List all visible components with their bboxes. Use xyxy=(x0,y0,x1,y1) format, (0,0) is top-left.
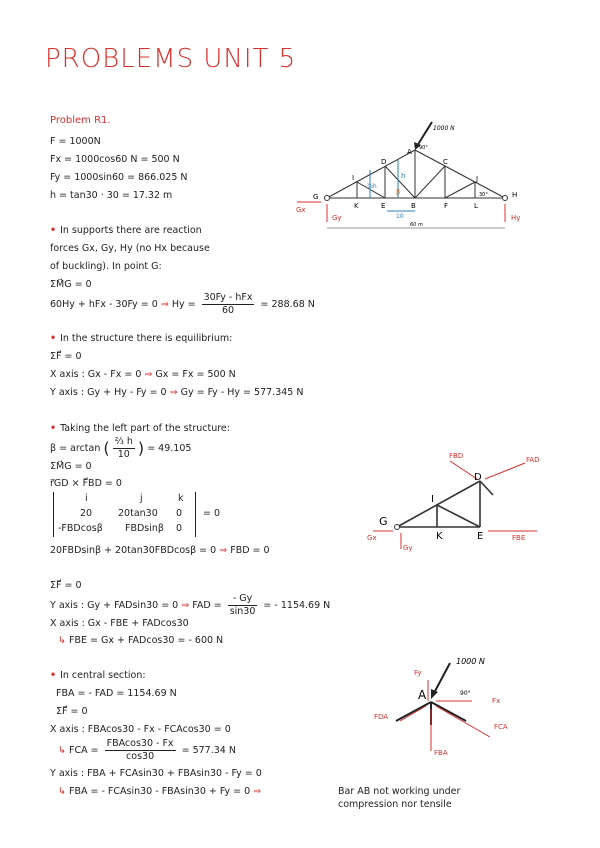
implies-arrow: ⇒ xyxy=(219,545,228,556)
supports-eq-2 xyxy=(50,292,315,317)
truss-load-label: 1000 N xyxy=(433,125,455,132)
bullet: • xyxy=(50,423,57,434)
fx-label-diagram: Fx xyxy=(492,697,501,705)
fca-result: = 577.34 N xyxy=(181,745,236,756)
node-b: B xyxy=(411,202,416,210)
truss-diagram xyxy=(295,120,535,235)
note-line-2: compression nor tensile xyxy=(338,799,452,810)
left-y-eq xyxy=(50,593,330,618)
matrix-r2b: 20tan30 xyxy=(118,508,158,519)
span-label: 60 m xyxy=(410,222,423,228)
beta-eq: β = arctan ( $\frac{\text{⅔ h}}{10}$ ) = 49.105 xyxy=(50,436,192,460)
node-load-label: 1000 N xyxy=(456,657,485,666)
cross-product-eq: r⃗GD × F⃗BD = 0 xyxy=(50,478,122,489)
gy-label-fbd: Gy xyxy=(403,544,413,552)
fad-label: FAD = xyxy=(192,600,222,611)
implies-arrow: ⇒ xyxy=(144,369,153,380)
fad-fraction xyxy=(228,593,258,618)
fbd-eq xyxy=(50,545,270,557)
node-g-fbd: G xyxy=(379,515,388,528)
fca-fraction xyxy=(105,738,176,763)
matrix-eq: = 0 xyxy=(203,508,221,519)
node-a-label: A xyxy=(418,688,427,702)
matrix-j: j xyxy=(140,493,143,504)
supports-eq-1: ΣM⃗G = 0 xyxy=(50,279,92,290)
hy-fraction xyxy=(202,292,255,317)
x-axis-eq: X axis : Gx - Fx = 0 xyxy=(50,369,142,380)
two-thirds-h-label: ⅔h xyxy=(367,183,377,190)
left-part-line: Taking the left part of the structure: xyxy=(60,423,230,434)
fca-denominator: cos30 xyxy=(126,751,155,762)
result-arrow: ↳ xyxy=(58,635,66,646)
gx-label: Gx xyxy=(296,206,306,214)
gy-result: Gy = Fy - Hy = 577.345 N xyxy=(180,387,304,398)
hy-numerator: 30Fy - hFx xyxy=(203,292,253,303)
implies-arrow: ⇒ xyxy=(181,600,190,611)
beta-label: β = arctan xyxy=(50,443,101,454)
given-fy: Fy = 1000sin60 = 866.025 N xyxy=(50,172,188,183)
given-f: F = 1000N xyxy=(50,136,101,147)
left-fbd-diagram xyxy=(365,445,550,560)
beta-denominator: 10 xyxy=(117,449,130,460)
node-d-fbd: D xyxy=(474,472,482,483)
supports-text-2: forces Gx, Gy, Hy (no Hx because xyxy=(50,243,210,254)
node-g: G xyxy=(313,193,319,201)
matrix-r3a: -FBDcosβ xyxy=(58,523,103,534)
central-text xyxy=(50,670,146,682)
hy-label-diagram: Hy xyxy=(511,214,521,222)
fba-eq xyxy=(58,786,261,798)
matrix-left-bar xyxy=(53,492,54,537)
central-y-eq: Y axis : FBA + FCAsin30 + FBAsin30 - Fy = 0 xyxy=(50,768,262,779)
note-line-1: Bar AB not working under xyxy=(338,786,461,797)
gx-result: Gx = Fx = 500 N xyxy=(155,369,236,380)
fbe-equation: FBE = Gx + FADcos30 = - 600 N xyxy=(69,635,224,646)
page-title: PROBLEMS UNIT 5 xyxy=(45,44,297,74)
fca-eq xyxy=(58,738,236,763)
matrix-r2a: 20 xyxy=(80,508,93,519)
matrix-r2c: 0 xyxy=(176,508,183,519)
matrix-right-bar xyxy=(195,492,196,537)
hy-denominator: 60 xyxy=(221,305,235,316)
central-x-eq: X axis : FBAcos30 - Fx - FCAcos30 = 0 xyxy=(50,724,231,735)
truss-angle-30: 30° xyxy=(479,192,488,198)
height-label: h xyxy=(401,172,406,180)
implies-arrow: ⇒ xyxy=(160,299,169,310)
left-moment-eq: ΣM⃗G = 0 xyxy=(50,461,92,472)
node-j: J xyxy=(476,175,479,183)
fbd-label: FBD xyxy=(449,452,464,460)
left-y-axis: Y axis : Gy + FADsin30 = 0 xyxy=(50,600,179,611)
bullet: • xyxy=(50,225,57,236)
bullet: • xyxy=(50,333,57,344)
node-i: I xyxy=(352,174,355,182)
result-arrow: ↳ xyxy=(58,786,66,797)
matrix-k: k xyxy=(178,493,184,504)
given-fx: Fx = 1000cos60 N = 500 N xyxy=(50,154,180,165)
y-axis-eq: Y axis : Gy + Hy - Fy = 0 xyxy=(50,387,167,398)
node-c: C xyxy=(443,158,448,166)
node-a-fbd-diagram xyxy=(368,655,528,765)
matrix-r3c: 0 xyxy=(176,523,183,534)
fbd-result: FBD = 0 xyxy=(230,545,270,556)
gx-label-fbd: Gx xyxy=(367,534,377,542)
node-k: K xyxy=(354,202,359,210)
node-l: L xyxy=(474,202,478,210)
fad-denominator: sin30 xyxy=(229,606,256,617)
beta-angle-label: β xyxy=(396,188,401,196)
node-angle-90: 90° xyxy=(460,690,471,697)
fca-numerator: FBAcos30 - Fx xyxy=(106,738,174,749)
result-arrow: ↳ xyxy=(58,745,66,756)
node-a: A xyxy=(407,148,412,156)
force-sum-eq: ΣF⃗ = 0 xyxy=(50,580,82,591)
fda-label-diagram: FDA xyxy=(374,713,389,721)
supports-text-1 xyxy=(50,225,202,237)
bullet: • xyxy=(50,670,57,681)
node-e: E xyxy=(381,202,386,210)
fba-label-diagram: FBA xyxy=(434,749,448,757)
implies-arrow: ⇒ xyxy=(169,387,178,398)
fad-numerator: - Gy xyxy=(228,593,258,606)
supports-line: In supports there are reaction xyxy=(60,225,202,236)
node-e-fbd: E xyxy=(477,531,484,542)
problem-label: Problem R1. xyxy=(50,115,111,126)
equilibrium-eq: ΣF⃗ = 0 xyxy=(50,351,82,362)
equilibrium-line: In the structure there is equilibrium: xyxy=(60,333,233,344)
fad-result: = - 1154.69 N xyxy=(263,600,331,611)
matrix-r3b: FBDsinβ xyxy=(125,523,164,534)
fy-label-diagram: Fy xyxy=(414,669,422,677)
implies-arrow: ⇒ xyxy=(253,786,262,797)
node-i-fbd: I xyxy=(431,494,434,505)
truss-angle-90: 90° xyxy=(419,145,428,151)
equilibrium-x xyxy=(50,369,236,381)
fbe-label-diagram: FBE xyxy=(512,534,526,542)
central-line: In central section: xyxy=(60,670,146,681)
beta-result: = 49.105 xyxy=(147,443,192,454)
fca-label-diagram: FCA xyxy=(494,723,508,731)
supports-text-3: of buckling). In point G: xyxy=(50,261,162,272)
central-eq-2: ΣF⃗ = 0 xyxy=(56,706,88,717)
matrix-i: i xyxy=(85,493,88,504)
node-f: F xyxy=(444,202,449,210)
node-h: H xyxy=(512,191,518,199)
gy-label: Gy xyxy=(332,214,342,222)
fba-equation: FBA = - FCAsin30 - FBAsin30 + Fy = 0 xyxy=(69,786,251,797)
left-x-eq: X axis : Gx - FBE + FADcos30 xyxy=(50,618,189,629)
equilibrium-y xyxy=(50,387,303,399)
node-d: D xyxy=(381,158,387,166)
fbe-result xyxy=(58,635,223,647)
hy-result: = 288.68 N xyxy=(260,299,315,310)
node-k-fbd: K xyxy=(436,531,443,542)
beta-numerator: ⅔ h xyxy=(114,436,133,447)
fad-label-diagram: FAD xyxy=(526,456,540,464)
beta-fraction xyxy=(113,436,135,461)
left-part-text xyxy=(50,423,230,435)
fca-label: FCA = xyxy=(69,745,99,756)
ten-label: 10 xyxy=(396,213,404,220)
given-h: h = tan30 · 30 = 17.32 m xyxy=(50,190,173,201)
moment-equation: 60Hy + hFx - 30Fy = 0 xyxy=(50,299,158,310)
hy-label: Hy = xyxy=(171,299,196,310)
fbd-equation: 20FBDsinβ + 20tan30FBDcosβ = 0 xyxy=(50,545,217,556)
equilibrium-text xyxy=(50,333,232,345)
central-eq-1: FBA = - FAD = 1154.69 N xyxy=(56,688,177,699)
